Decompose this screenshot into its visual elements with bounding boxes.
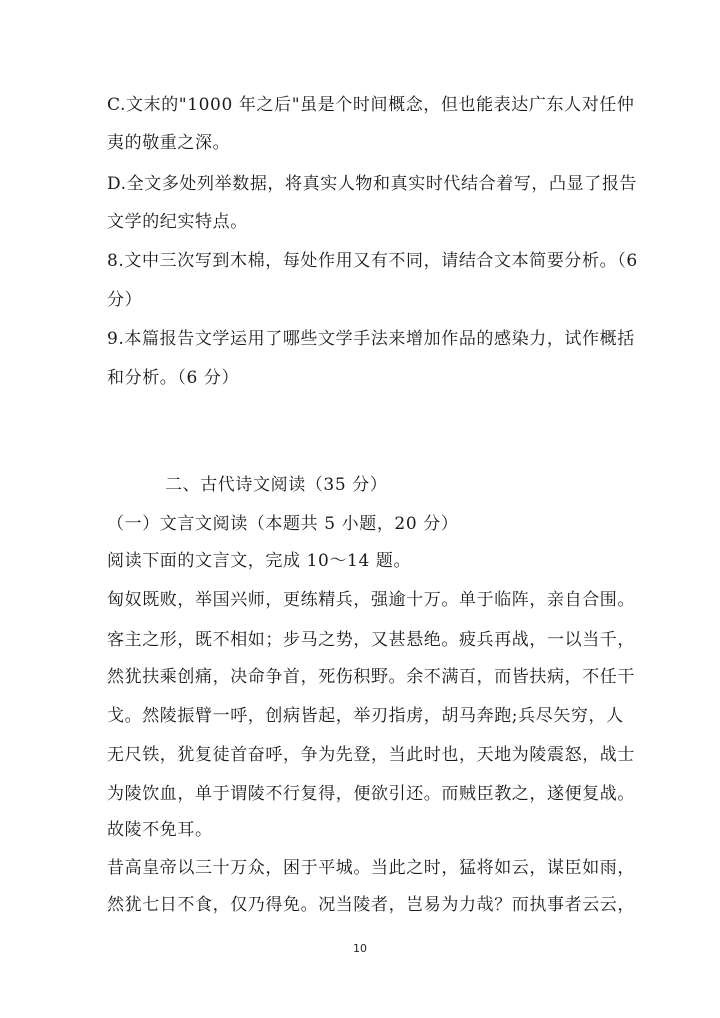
question-9: 9.本篇报告文学运用了哪些文学手法来增加作品的感染力，试作概括 (107, 329, 635, 349)
passage-line: 故陵不免耳。 (107, 820, 213, 840)
passage-line: 昔高皇帝以三十万众，困于平城。当此之时，猛将如云，谋臣如雨， (107, 858, 635, 878)
page-number: 10 (353, 942, 367, 955)
passage-line: 无尺铁，犹复徒首奋呼，争为先登，当此时也，天地为陵震怒，战士 (107, 745, 635, 765)
passage-line: 戈。然陵振臂一呼，创病皆起，举刃指虏，胡马奔跑;兵尽矢穷，人 (107, 706, 624, 726)
text-line: 夷的敬重之深。 (107, 133, 231, 153)
text-line: 分） (107, 290, 143, 310)
passage-line: 然犹扶乘创痛，决命争首，死伤积野。余不满百，而皆扶病，不任干 (107, 667, 635, 687)
sub-heading: （一）文言文阅读（本题共 5 小题，20 分） (107, 514, 459, 534)
passage-line: 客主之形，既不相如；步马之势，又甚悬绝。疲兵再战，一以当千， (107, 630, 635, 650)
question-8: 8.文中三次写到木棉，每处作用又有不同，请结合文本简要分析。（6 (107, 251, 638, 271)
passage-line: 匈奴既败，举国兴师，更练精兵，强逾十万。单于临阵，亲自合围。 (107, 590, 635, 610)
text-line: 文学的纪实特点。 (107, 212, 248, 232)
instruction: 阅读下面的文言文，完成 10～14 题。 (107, 551, 412, 571)
passage-line: 为陵饮血，单于谓陵不行复得，便欲引还。而贼臣教之，遂便复战。 (107, 784, 635, 804)
text-line: D.全文多处列举数据，将真实人物和真实时代结合着写，凸显了报告 (107, 174, 638, 194)
text-line: 和分析。（6 分） (107, 368, 240, 388)
passage-line: 然犹七日不食，仅乃得免。况当陵者，岂易为力哉？而执事者云云， (107, 895, 635, 915)
text-line: C.文末的"1000 年之后"虽是个时间概念，但也能表达广东人对任仲 (107, 95, 635, 115)
section-heading: 二、古代诗文阅读（35 分） (165, 475, 388, 495)
